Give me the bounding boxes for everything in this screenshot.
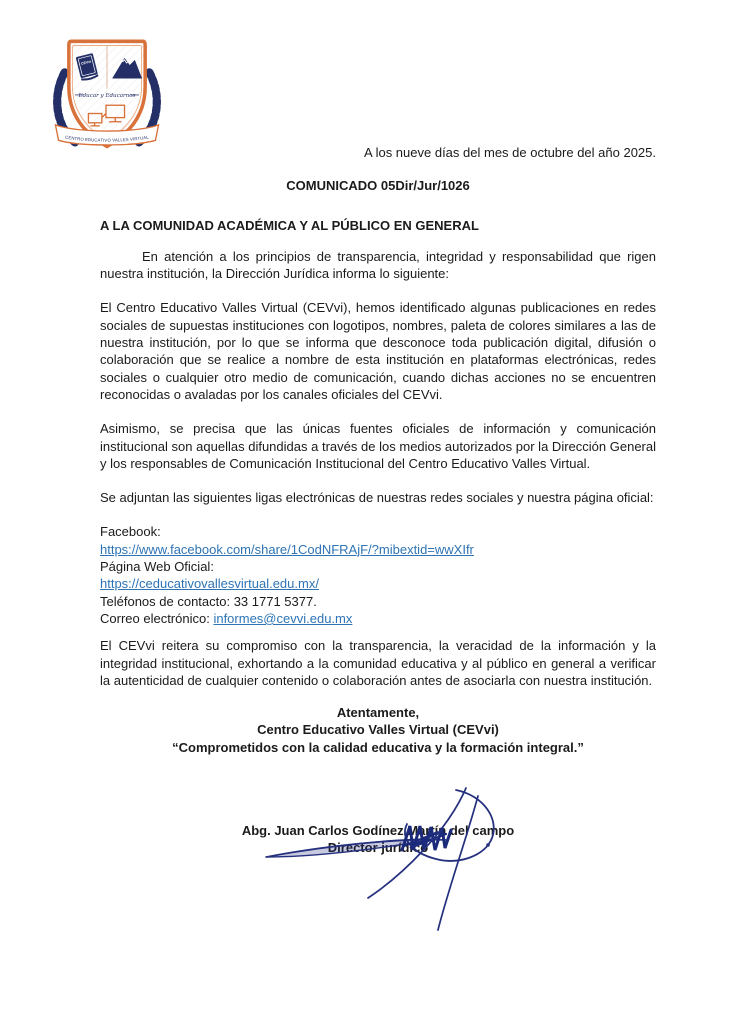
facebook-link[interactable]: https://www.facebook.com/share/1CodNFRAjF/?mibextid=wwXIfr: [100, 541, 474, 557]
document-title: COMUNICADO 05Dir/Jur/1026: [286, 178, 470, 194]
logo-banner-text: CENTRO EDUCATIVO VALLES VIRTUAL: [64, 134, 150, 143]
closing-institution: Centro Educativo Valles Virtual (CEVvi): [257, 722, 499, 738]
salutation: A LA COMUNIDAD ACADÉMICA Y AL PÚBLICO EN GENERAL: [100, 217, 479, 233]
book-label: CEVvi: [80, 59, 92, 66]
paragraph-links-intro: Se adjuntan las siguientes ligas electrónicas de nuestras redes sociales y nuestra página oficial:: [100, 490, 654, 506]
email-label: Correo electrónico:: [100, 610, 214, 626]
date-line: A los nueve días del mes de octubre del año 2025.: [364, 145, 656, 160]
phone-line: Teléfonos de contacto: 33 1771 5377.: [100, 593, 317, 609]
website-link[interactable]: https://ceducativovallesvirtual.edu.mx/: [100, 576, 319, 592]
email-link[interactable]: informes@cevvi.edu.mx: [213, 610, 353, 626]
closing-salute: Atentamente,: [336, 705, 420, 721]
facebook-label: Facebook:: [100, 524, 161, 540]
website-label: Página Web Oficial:: [100, 559, 214, 575]
letter-body: [100, 144, 656, 857]
signer-title: Director jurídico: [327, 840, 429, 856]
closing-slogan: “Comprometidos con la calidad educativa y la formación integral.”: [172, 739, 584, 755]
paragraph-warning: El Centro Educativo Valles Virtual (CEVvi), hemos identificado algunas publicaciones en redes sociales de supuestas instituciones con logotipos, nombres, paleta de colores similares a las de nuestra institución, por lo que se informa que desconoce toda publicación digital, difusión o colaboración que se realice a nombre de esta institución en plataformas electrónicas, redes sociales o cualquier otro medio de comunicación, cuando dichas acciones no se encuentren reconocidas o avaladas por los canales oficiales del CEVvi.: [100, 300, 656, 402]
logo-motto: Educar y Educarnos: [78, 93, 136, 99]
motto-band: [75, 93, 139, 99]
paragraph-official-sources: Asimismo, se precisa que las únicas fuentes oficiales de información y comunicación institucional son aquellas difundidas a través de los medios autorizados por la Dirección General y los responsables de Comunicación Institucional del Centro Educativo Valles Virtual.: [100, 421, 656, 471]
signer-name: Abg. Juan Carlos Godínez Martín del campo: [241, 823, 515, 839]
email-line: [100, 610, 656, 627]
paragraph-intro: En atención a los principios de transparencia, integridad y responsabilidad que rigen nuestra institución, la Dirección Jurídica informa lo siguiente:: [100, 248, 656, 282]
signature-space: [100, 756, 656, 822]
paragraph-commitment: El CEVvi reitera su compromiso con la transparencia, la veracidad de la información y la integridad institucional, exhortando a la comunidad educativa y al público en general a verificar la autenticidad de cualquier contenido o colaboración antes de asociarla con nuestra institución.: [100, 638, 656, 688]
official-links: [100, 523, 656, 627]
